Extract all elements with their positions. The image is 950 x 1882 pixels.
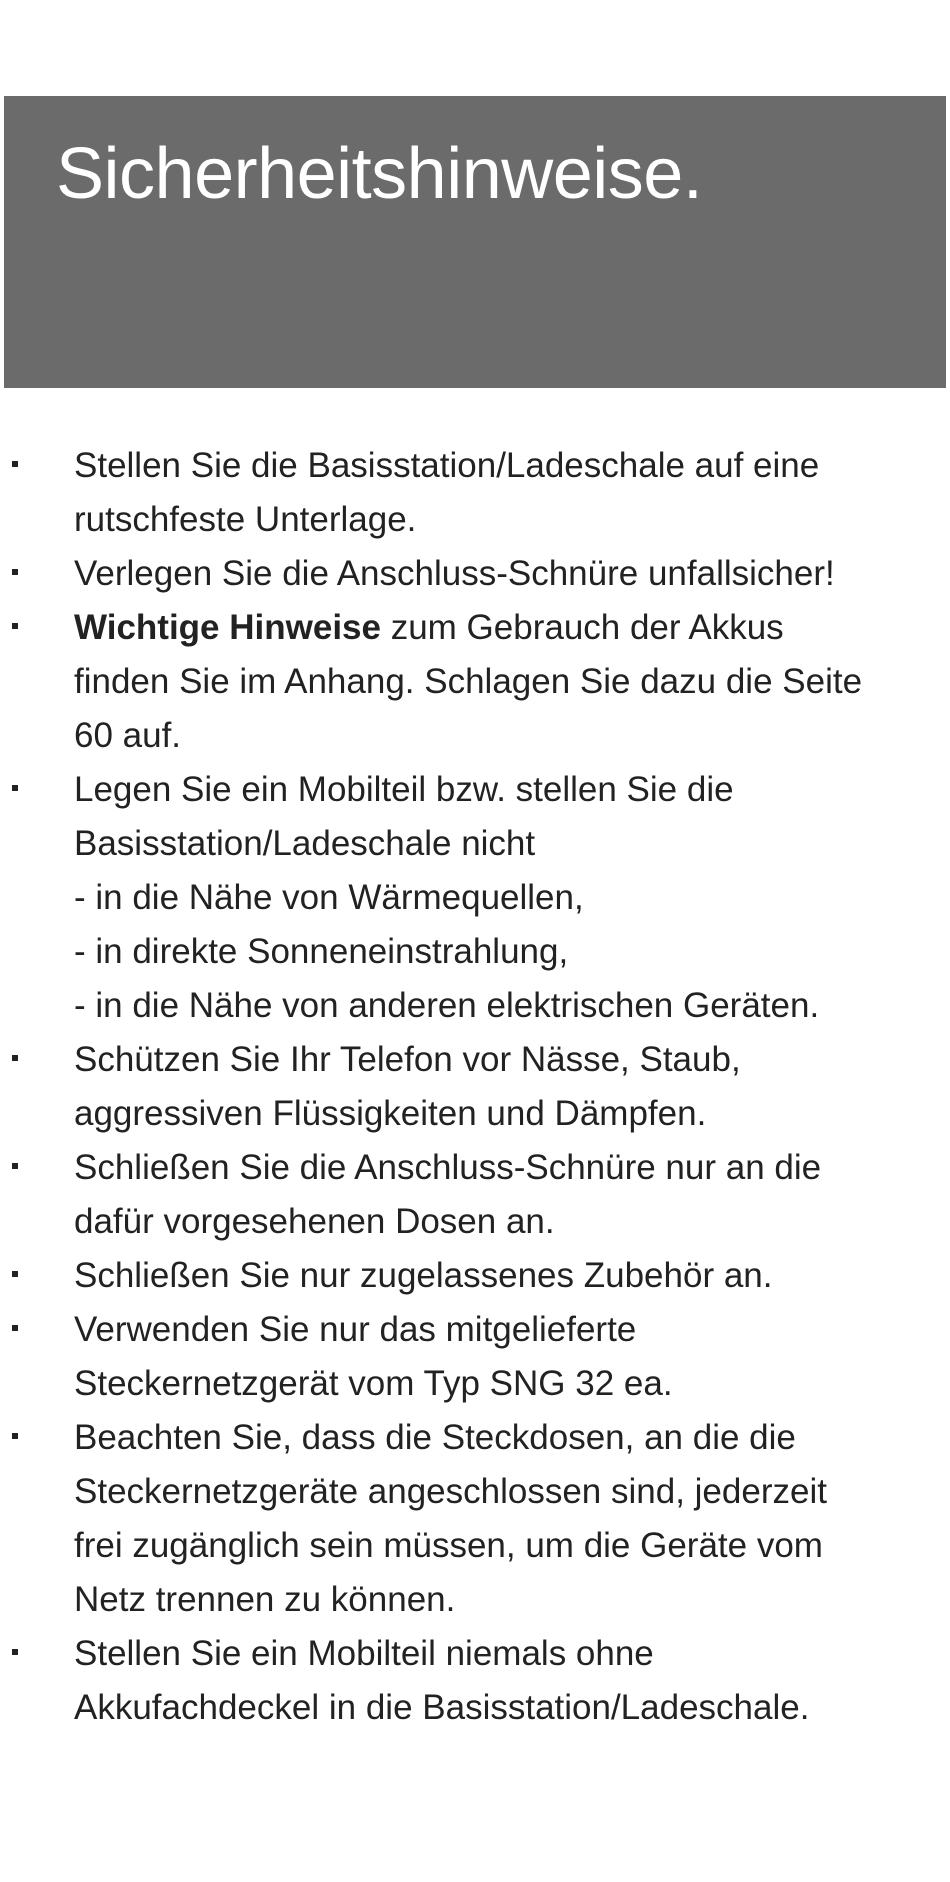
list-item [0,1141,950,1249]
list-item-line: 60 auf. [74,716,182,755]
list-item-line [74,601,940,655]
list-item [0,1303,950,1411]
list-item-line: Stellen Sie ein Mobilteil niemals ohne [74,1634,654,1673]
bullet-icon [12,785,18,791]
list-item-line: Verwenden Sie nur das mitgelieferte [74,1310,637,1349]
list-item-line: finden Sie im Anhang. Schlagen Sie dazu die Seite [74,662,863,701]
bullet-icon [12,1433,18,1439]
bullet-icon [12,1271,18,1277]
list-item [0,601,950,763]
bullet-icon [12,461,18,467]
list-item-line: Netz trennen zu können. [74,1580,456,1619]
page-title: Sicherheitshinweise. [56,134,703,214]
list-item-line: Steckernetzgeräte angeschlossen sind, jederzeit [74,1472,827,1511]
list-item-line: dafür vorgesehenen Dosen an. [74,1202,555,1241]
list-item-line: Stellen Sie die Basisstation/Ladeschale auf eine [74,446,820,485]
bold-emphasis: Wichtige Hinweise [74,608,381,647]
list-item-line: Schützen Sie Ihr Telefon vor Nässe, Staub, [74,1040,741,1079]
list-item [0,1411,950,1627]
list-item [0,1033,950,1141]
bullet-icon [12,569,18,575]
list-item [0,547,950,601]
list-item-line: Steckernetzgerät vom Typ SNG 32 ea. [74,1364,673,1403]
header-banner [4,96,946,388]
bullet-icon [12,1163,18,1169]
list-item [0,439,950,547]
list-item-line: rutschfeste Unterlage. [74,500,417,539]
bullet-icon [12,1325,18,1331]
list-item-text: zum Gebrauch der Akkus [380,608,784,647]
list-item-line: Verlegen Sie die Anschluss-Schnüre unfallsicher! [74,554,835,593]
list-item-line: frei zugänglich sein müssen, um die Geräte vom [74,1526,823,1565]
list-item-line: - in direkte Sonneneinstrahlung, [74,932,569,971]
list-item-line: Basisstation/Ladeschale nicht [74,824,536,863]
bullet-icon [12,1649,18,1655]
list-item-line: Akkufachdeckel in die Basisstation/Ladeschale. [74,1688,810,1727]
list-item-line: aggressiven Flüssigkeiten und Dämpfen. [74,1094,707,1133]
list-item-line: Beachten Sie, dass die Steckdosen, an die die [74,1418,796,1457]
list-item-line: Schließen Sie nur zugelassenes Zubehör an. [74,1256,773,1295]
list-item-line: - in die Nähe von Wärmequellen, [74,878,584,917]
list-item [0,763,950,1033]
list-item-line: Legen Sie ein Mobilteil bzw. stellen Sie die [74,770,734,809]
safety-notes-list [0,439,950,1735]
list-item [0,1627,950,1735]
list-item-line: Schließen Sie die Anschluss-Schnüre nur an die [74,1148,822,1187]
list-item-line: - in die Nähe von anderen elektrischen Geräten. [74,986,820,1025]
list-item [0,1249,950,1303]
bullet-icon [12,1055,18,1061]
bullet-icon [12,623,18,629]
